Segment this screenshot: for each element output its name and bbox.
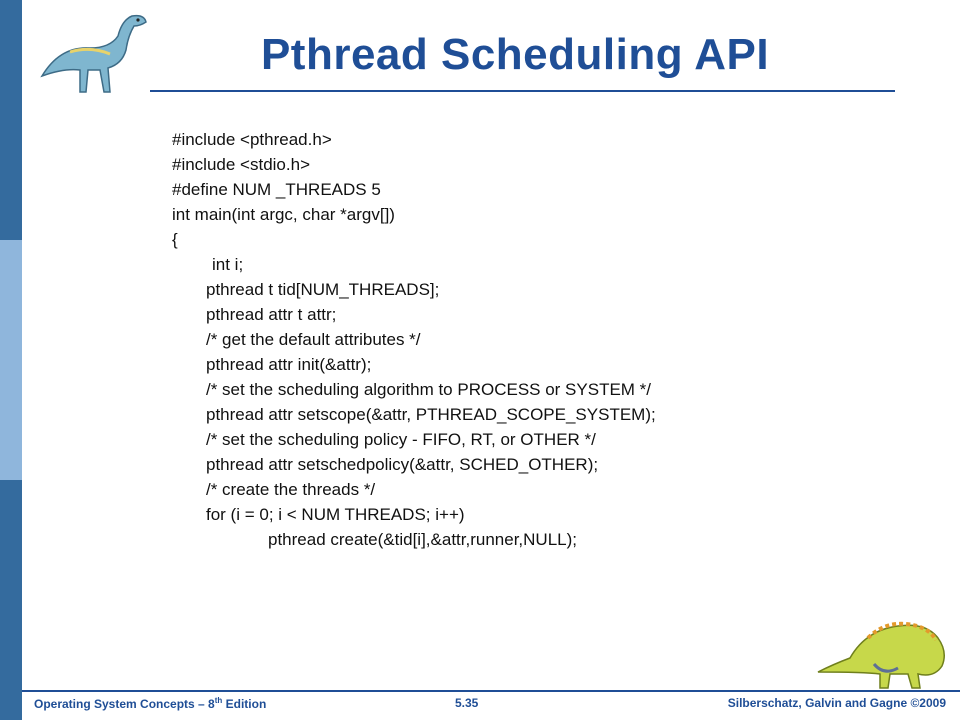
- code-line: #define NUM _THREADS 5: [172, 180, 381, 199]
- title-underline: [150, 90, 895, 92]
- dinosaur-bottom-right-icon: [814, 608, 960, 690]
- dinosaur-top-left-icon: [30, 6, 150, 98]
- code-line: /* set the scheduling algorithm to PROCESS or SYSTEM */: [206, 380, 652, 399]
- code-line: pthread create(&tid[i],&attr,runner,NULL);: [268, 530, 577, 549]
- left-bar-segment-bottom: [0, 480, 22, 720]
- left-color-bar: [0, 0, 22, 720]
- code-line: {: [172, 230, 178, 249]
- code-line: int i;: [212, 255, 244, 274]
- code-line: pthread attr setscope(&attr, PTHREAD_SCOPE_SYSTEM);: [206, 405, 656, 424]
- code-line: pthread attr setschedpolicy(&attr, SCHED_OTHER);: [206, 455, 599, 474]
- left-bar-segment-top: [0, 0, 22, 240]
- code-line: pthread t tid[NUM_THREADS];: [206, 280, 440, 299]
- left-bar-segment-middle: [0, 240, 22, 480]
- code-line: /* create the threads */: [206, 480, 376, 499]
- footer-book-title: [34, 696, 266, 711]
- slide-title: Pthread Scheduling API: [260, 30, 770, 79]
- code-line: /* set the scheduling policy - FIFO, RT, or OTHER */: [206, 430, 596, 449]
- code-line: #include <stdio.h>: [172, 155, 310, 174]
- footer-rule: [22, 690, 960, 692]
- footer-copyright: Silberschatz, Galvin and Gagne ©2009: [727, 696, 946, 710]
- footer-page-number: 5.35: [455, 696, 479, 710]
- footer-edition-word: Edition: [222, 697, 267, 711]
- footer-edition-superscript: th: [214, 696, 223, 705]
- code-line: #include <pthread.h>: [172, 130, 332, 149]
- code-line: for (i = 0; i < NUM THREADS; i++): [206, 505, 465, 524]
- code-line: pthread attr init(&attr);: [206, 355, 372, 374]
- code-line: /* get the default attributes */: [206, 330, 421, 349]
- code-line: int main(int argc, char *argv[]): [172, 205, 395, 224]
- footer-book-name: Operating System Concepts – 8: [34, 697, 215, 711]
- code-line: pthread attr t attr;: [206, 305, 337, 324]
